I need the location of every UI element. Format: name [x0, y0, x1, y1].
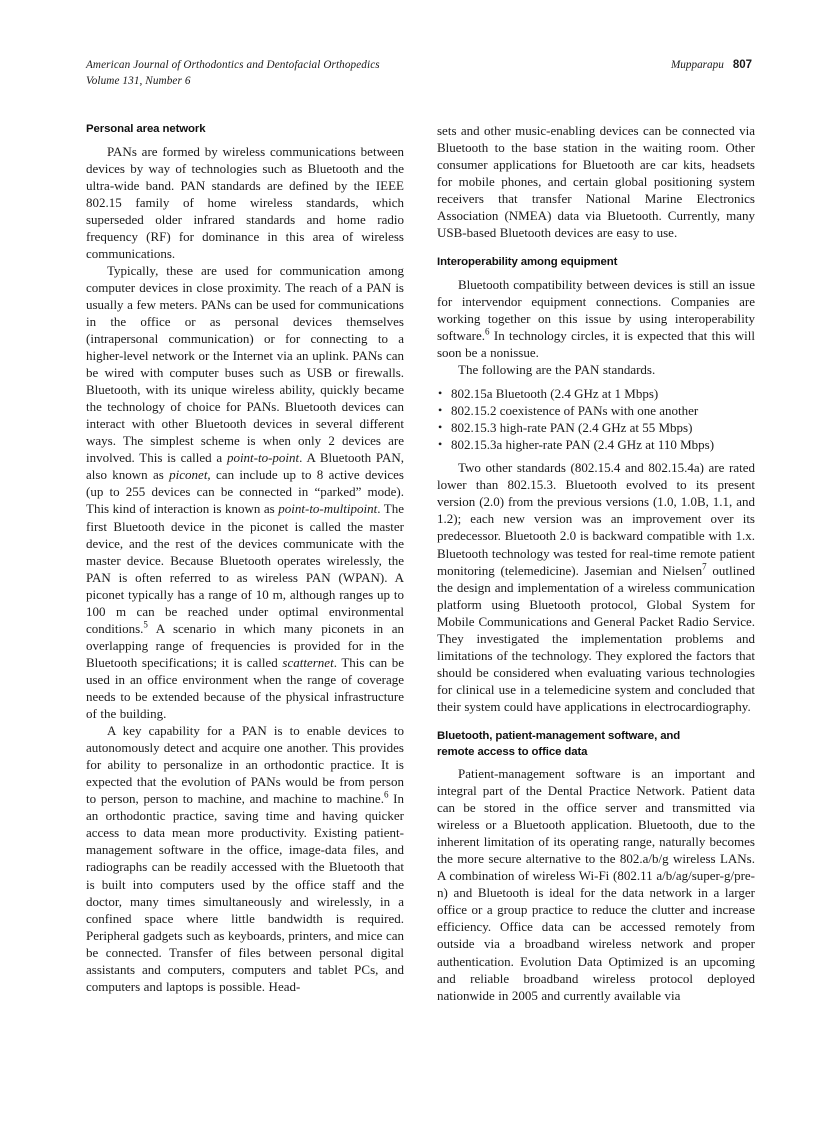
term-piconet: piconet,: [169, 467, 211, 483]
list-item-label: 802.15.2 coexistence of PANs with one another: [451, 403, 699, 419]
author-name: Mupparapu: [670, 59, 724, 71]
text-run: . The first Bluetooth device in the piconet is called the master device, and the rest of the devices communicate with the master device. Because Bluetooth operates wirelessly, the PAN is often referred to as wireless PAN (WPAN). A piconet typically has a range of 10 m, although ranges up to 100 m can be reached under optimal environmental conditions.: [86, 501, 404, 636]
page-number: 807: [732, 59, 752, 71]
text-run: A key capability for a PAN is to enable devices to autonomously detect and acquire one another. This provides for ability to personalize in an orthodontic practice. It is expected that the evolution of PANs would be from person to person, person to machine, and machine to machine.: [86, 723, 404, 807]
paragraph-following-are-pan-standards: The following are the PAN standards.: [458, 362, 656, 378]
bullet-icon: •: [438, 386, 443, 401]
text-run: Two other standards (802.15.4 and 802.15.4a) are rated lower than 802.15.3. Bluetooth evolved to its present version (2.0) from the previous versions (1.0, 1.0B, 1.1, and 1.2); each new version was an improvement over its predecessor. Bluetooth 2.0 is backward compatible with 1.x. Bluetooth technology was tested for real-time remote patient monitoring (telemedicine). Jasemian and Nielsen: [437, 460, 755, 578]
text-run: In an orthodontic practice, saving time and having quicker access to data mean more productivity. Existing patient-management software in the office, image-data files, and radiographs can be readily accessed with the Bluetooth that is built into computers used by the office staff and the doctor, many times simultaneously and wirelessly, in a confined space where little bandwidth is required. Peripheral gadgets such as keyboards, printers, and mice can be connected. Transfer of files between personal digital assistants and computers, computers and tablet PCs, and computers and laptops is possible. Head-: [86, 791, 404, 994]
citation-marker-5: 5: [143, 619, 148, 630]
paragraph-bluetooth-compatibility: [437, 276, 755, 361]
paragraph-sets-and-other: sets and other music-enabling devices can be connected via Bluetooth to the base station in the waiting room. Other consumer applications for Bluetooth are car kits, headsets for mobile phones, and certain global positioning system receivers that transfer National Marine Electronics Association (NMEA) data via Bluetooth. Currently, many USB-based Bluetooth devices are easy to use.: [437, 123, 755, 241]
heading-line-1: Bluetooth, patient-management software, and: [437, 730, 681, 742]
section-heading-interoperability: Interoperability among equipment: [437, 256, 618, 269]
list-item-label: 802.15a Bluetooth (2.4 GHz at 1 Mbps): [451, 386, 659, 402]
text-run: Bluetooth compatibility between devices is still an issue for intervendor equipment connections. Companies are working together on this issue by using interoperability software.: [437, 276, 755, 343]
list-item-label: 802.15.3 high-rate PAN (2.4 GHz at 55 Mbps): [451, 420, 693, 436]
running-head-right: [671, 58, 752, 74]
section-heading-personal-area-network: Personal area network: [86, 123, 206, 135]
bullet-icon: •: [438, 437, 443, 452]
term-point-to-multipoint: point-to-multipoint: [278, 501, 378, 517]
text-run: can include up to 8 active devices (up to 255 devices can be connected in “parked” mode). This kind of interaction is known as: [86, 467, 404, 517]
running-head: [86, 58, 752, 92]
citation-marker-6: 6: [485, 326, 490, 337]
section-heading-bluetooth-patient-management: [437, 729, 755, 760]
text-run: Typically, these are used for communication among computer devices in close proximity. The reach of a PAN is usually a few meters. PANs can be used for communications in the office or as personal devices themselves (intrapersonal communication) or for connecting to a higher-level network or the Internet via an uplink. PANs can be wired with computer buses such as USB or firewalls. Bluetooth, with its unique wireless ability, quickly became the technology of choice for PANs. Bluetooth devices can interact with other Bluetooth devices in several different ways. The simplest scheme is when only 2 devices are involved. This is called a: [86, 262, 404, 466]
right-column: [437, 122, 755, 1074]
term-point-to-point: point-to-point: [226, 450, 300, 466]
paragraph-typically-used: [86, 262, 404, 722]
text-run: . A Bluetooth PAN, also known as: [86, 450, 404, 483]
heading-line-2: remote access to office data: [437, 745, 588, 758]
citation-marker-7: 7: [702, 561, 707, 572]
list-item: [437, 385, 755, 402]
paragraph-patient-management-software: Patient-management software is an important and integral part of the Dental Practice Network. Patient data can be stored in the office server and transmitted via wireless or a Bluetooth application. Bluetooth, due to the inherent limitation of its operating range, naturally becomes the more secure alternative to the 802.a/b/g wireless LANs. A combination of wireless Wi-Fi (802.11 a/b/ag/super-g/pre-n) and Bluetooth is ideal for the data network in a larger office or a group practice to reduce the clutter and increase efficiency. Office data can be accessed remotely from outside via a broadband wireless network and proper authentication. Evolution Data Optimized is an upcoming and reliable broadband wireless protocol deployed nationwide in 2005 and currently available via: [437, 766, 755, 1003]
list-item: [437, 436, 755, 453]
bullet-icon: •: [438, 403, 443, 418]
paragraph-key-capability: [86, 722, 404, 995]
list-item: [437, 419, 755, 436]
journal-title: American Journal of Orthodontics and Dentofacial Orthopedics: [86, 59, 380, 71]
citation-marker-6: 6: [383, 789, 389, 800]
list-item: [437, 402, 755, 419]
paragraph-pans-formed: PANs are formed by wireless communications between devices by way of technologies such as Bluetooth and the ultra-wide band. PAN standards are defined by the IEEE 802.15 family of home wireless standards, which superseded older infrared standards and home radio frequency (RF) for dominance in this area of wireless communications.: [86, 143, 404, 261]
paragraph-two-other-standards: [437, 459, 755, 715]
running-head-left: [86, 58, 380, 89]
pan-standards-list: [437, 385, 755, 453]
volume-issue: Volume 131, Number 6: [86, 74, 191, 87]
term-scatternet: scatternet: [282, 654, 334, 670]
text-run: . This can be used in an office environment when the range of coverage needs to be extended because of the physical infrastructure of the building.: [86, 654, 405, 722]
list-item-label: 802.15.3a higher-rate PAN (2.4 GHz at 110 Mbps): [451, 437, 715, 453]
bullet-icon: •: [438, 420, 443, 435]
left-column: [86, 122, 404, 1074]
text-run: In technology circles, it is expected that this will soon be a nonissue.: [437, 327, 755, 361]
text-run: outlined the design and implementation of a wireless communication platform using Bluetooth protocol, Global System for Mobile Communications and General Packet Radio Service. They investigated the implementation problems and limitations of the technology. They explored the factors that should be considered when evaluating various technologies for clinical use in a telemedicine system and concluded that their system could have applications in electrocardiography.: [437, 562, 755, 714]
text-run: A scenario in which many piconets in an overlapping range of frequencies is provided for in the Bluetooth specifications; it is called: [86, 620, 404, 670]
